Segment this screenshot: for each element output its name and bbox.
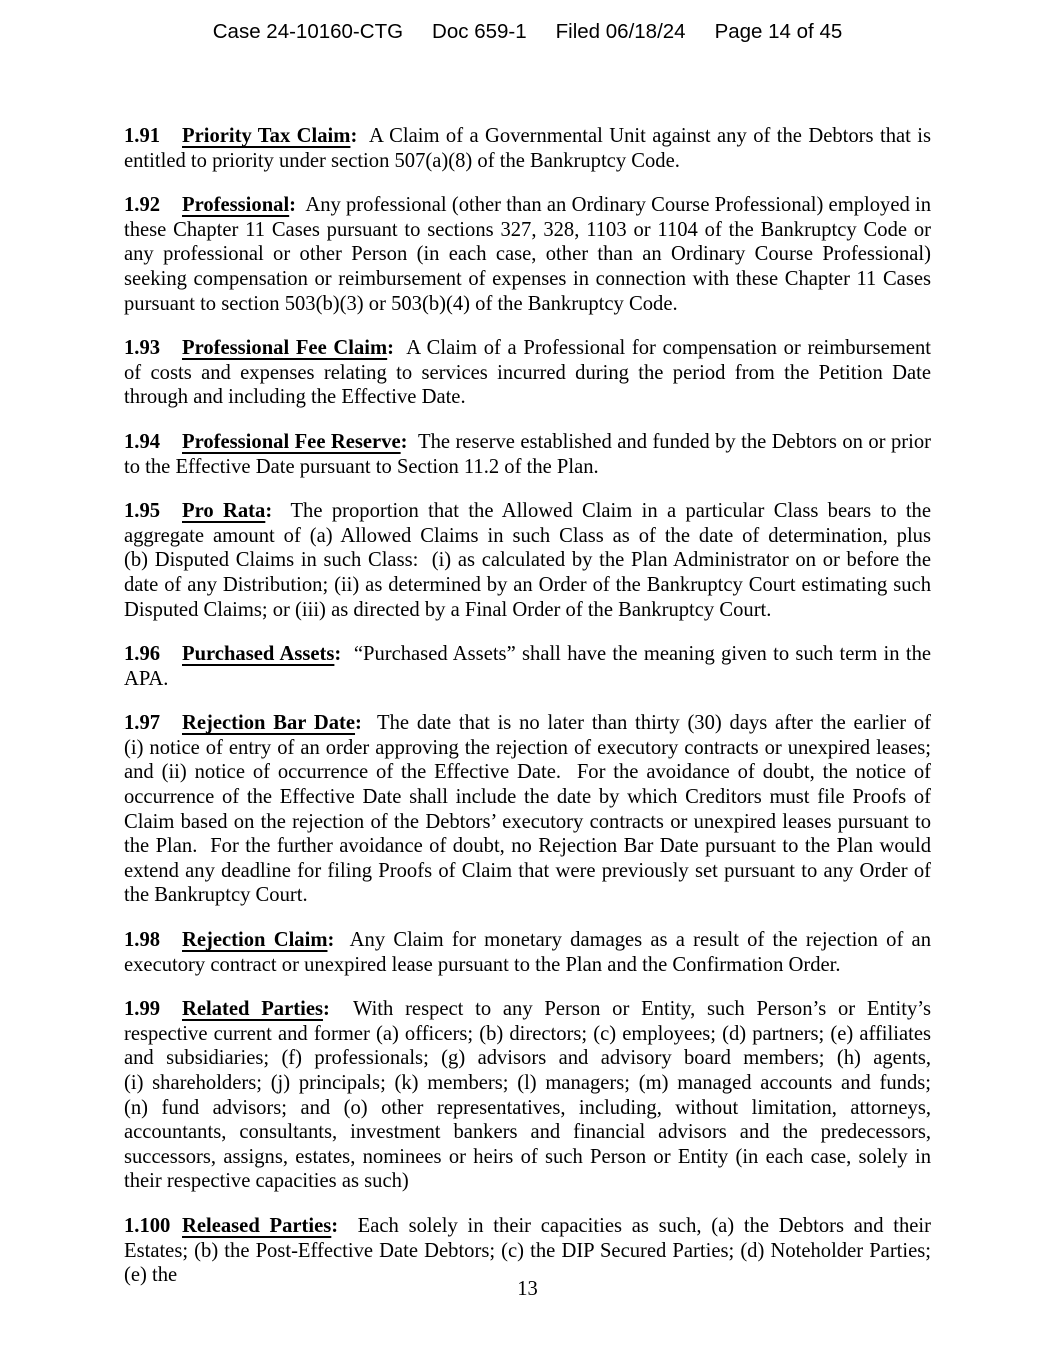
section-number: 1.92	[124, 194, 161, 217]
page-number: 13	[517, 1278, 538, 1300]
definition-text: The proportion that the Allowed Claim in a particular Class bears to the aggregate amount of (a) Allowed Claims in such Class as of the date of determination, plus (b) Disputed Claims in such Class: (i) as calculated by the Plan Administrator on or before the date of any Distribution; (ii) as determined by an Order of the Bankruptcy Court estimating such Disputed Claims; or (iii) as directed by a Final Order of the Bankruptcy Court.	[124, 500, 931, 621]
defined-term: Professional Fee Reserve	[182, 430, 401, 453]
definition-paragraph	[124, 928, 931, 977]
definition-paragraph	[124, 997, 931, 1194]
definition-paragraph	[124, 430, 931, 479]
section-number: 1.95	[124, 500, 161, 523]
page-footer	[0, 1278, 1055, 1301]
term-colon: :	[334, 643, 342, 666]
term-colon: :	[350, 125, 358, 147]
defined-term: Priority Tax Claim	[182, 125, 351, 147]
section-number: 1.91	[124, 125, 161, 147]
defined-term: Related Parties	[182, 998, 323, 1021]
term-colon: :	[400, 430, 408, 453]
section-number: 1.93	[124, 337, 161, 360]
defined-term: Pro Rata	[182, 500, 266, 523]
term-colon: :	[322, 998, 330, 1021]
definition-text: The date that is no later than thirty (30) days after the earlier of (i) notice of entry of an order approving the rejection of executory contracts or unexpired leases; and (ii) notice of occurrence of the Effective Date. For the avoidance of doubt, the notice of occurrence of the Effective Date shall include the date by which Creditors must file Proofs of Claim based on the rejection of the Debtors’ executory contracts or unexpired leases pursuant to the Plan. For the further avoidance of doubt, no Rejection Bar Date pursuant to the Plan would extend any deadline for filing Proofs of Claim that were previously set pursuant to any Order of the Bankruptcy Court.	[124, 712, 931, 907]
definition-text: A Claim of a Governmental Unit against any of the Debtors that is entitled to priority under section 507(a)(8) of the Bankruptcy Code.	[124, 125, 932, 172]
filed-date: Filed 06/18/24	[555, 20, 686, 43]
page-indicator: Page 14 of 45	[714, 20, 843, 43]
section-number: 1.97	[124, 712, 161, 735]
document-body	[124, 124, 931, 1308]
term-colon: :	[355, 712, 362, 735]
defined-term: Rejection Bar Date	[182, 712, 356, 735]
definition-text: The reserve established and funded by the Debtors on or prior to the Effective Date pursuant to Section 11.2 of the Plan.	[124, 430, 931, 478]
case-number: Case 24-10160-CTG	[212, 20, 404, 43]
definition-paragraph	[124, 336, 931, 410]
definition-paragraph	[124, 711, 931, 908]
definition-paragraph	[124, 193, 931, 316]
definition-text: Any professional (other than an Ordinary Course Professional) employed in these Chapter 11 Cases pursuant to sections 327, 328, 1103 or 1104 of the Bankruptcy Code or any professional or other Person (in each case, other than an Ordinary Course Professional) seeking compensation or reimbursement of expenses in connection with these Chapter 11 Cases pursuant to section 503(b)(3) or 503(b)(4) of the Bankruptcy Code.	[124, 194, 931, 315]
term-colon: :	[387, 337, 395, 360]
defined-term: Released Parties	[182, 1214, 332, 1237]
term-colon: :	[327, 929, 335, 952]
section-number: 1.96	[124, 643, 161, 666]
definition-text: Any Claim for monetary damages as a result of the rejection of an executory contract or unexpired lease pursuant to the Plan and the Confirmation Order.	[124, 929, 931, 976]
definition-text: “Purchased Assets” shall have the meaning given to such term in the APA.	[124, 643, 932, 690]
definition-paragraph	[124, 642, 931, 691]
case-header	[0, 20, 1055, 44]
definition-paragraph	[124, 124, 931, 173]
definition-text: A Claim of a Professional for compensation or reimbursement of costs and expenses relating to services incurred during the period from the Petition Date through and including the Effective Date.	[124, 337, 931, 409]
defined-term: Professional Fee Claim	[182, 337, 388, 360]
definition-text: Each solely in their capacities as such, (a) the Debtors and their Estates; (b) the Post-Effective Date Debtors; (c) the DIP Secured Parties; (d) Noteholder Parties; (e) the	[124, 1214, 931, 1287]
section-number: 1.99	[124, 998, 161, 1021]
definition-paragraph	[124, 499, 931, 622]
definition-paragraph	[124, 1214, 931, 1288]
section-number: 1.94	[124, 430, 161, 453]
definition-text: With respect to any Person or Entity, such Person’s or Entity’s respective current and former (a) officers; (b) directors; (c) employees; (d) partners; (e) affiliates and subsidiaries; (f) professionals; (g) advisors and advisory board members; (h) agents, (i) shareholders; (j) principals; (k) members; (l) managers; (m) managed accounts and funds; (n) fund advisors; and (o) other representatives, including, without limitation, attorneys, accountants, consultants, investment bankers and financial advisors and the predecessors, successors, assigns, estates, nominees or heirs of such Person or Entity (in each case, solely in their respective capacities as such)	[124, 998, 931, 1193]
defined-term: Purchased Assets	[182, 643, 335, 666]
term-colon: :	[331, 1214, 339, 1237]
term-colon: :	[289, 194, 297, 217]
defined-term: Professional	[182, 194, 290, 217]
term-colon: :	[265, 500, 273, 523]
section-number: 1.98	[124, 929, 161, 952]
doc-number: Doc 659-1	[432, 20, 527, 43]
section-number: 1.100	[124, 1214, 171, 1237]
defined-term: Rejection Claim	[182, 929, 328, 952]
